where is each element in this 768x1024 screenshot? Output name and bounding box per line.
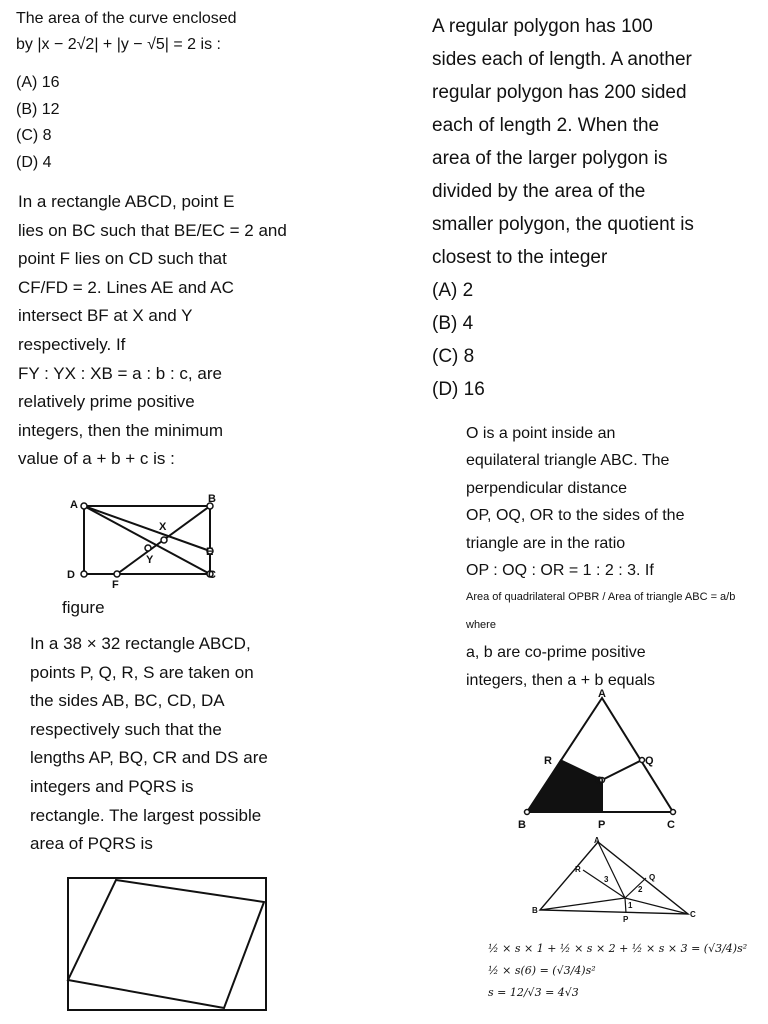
q2-text-line: respectively. If [18,334,126,354]
label-r: R [544,755,552,767]
label-o: O [595,775,604,787]
question-1 [16,6,376,176]
q1-option-c: (C) 8 [16,127,52,144]
label-b: B [518,819,526,830]
label-p: P [598,819,606,830]
q5-text-line: equilateral triangle ABC. The [466,452,670,470]
q3-text-line: integers and PQRS is [30,776,194,796]
question-4 [432,10,762,406]
q4-option-b: (B) 4 [432,313,474,334]
q2-text-line: lies on BC such that BE/EC = 2 and [18,220,287,240]
q1-text-line: by |x − 2√2| + |y − √5| = 2 is : [16,36,221,53]
segment-bo [540,898,625,910]
label-a: A [70,499,78,511]
point-f [114,571,120,577]
q2-text-line: integers, then the minimum [18,420,224,440]
point-a [81,503,87,509]
label-a: A [594,836,600,845]
triangle-figure [516,688,688,830]
rectangle-figure [60,494,230,590]
label-one: 1 [628,901,633,910]
q3-text-line: rectangle. The largest possible [30,805,262,825]
label-d: D [67,569,75,581]
label-p: P [623,915,629,924]
pqrs-figure [66,876,270,1016]
point-d [81,571,87,577]
q3-text-line: lengths AP, BQ, CR and DS are [30,748,268,768]
q3-text-line: points P, Q, R, S are taken on [30,662,254,682]
q4-text-line: closest to the integer [432,247,608,268]
label-a: A [598,688,606,700]
q3-text-line: the sides AB, BC, CD, DA [30,691,225,711]
label-three: 3 [604,875,609,884]
segment-ae [84,506,210,551]
q5-text-line: integers, then a + b equals [466,671,656,689]
label-c: C [667,819,675,830]
q4-option-d: (D) 16 [432,379,485,400]
point-b [525,810,530,815]
label-q: Q [645,755,654,767]
q4-text-line: each of length 2. When the [432,115,660,136]
label-e: E [206,546,214,558]
label-q: Q [649,873,656,882]
q4-text-line: divided by the area of the [432,181,646,202]
segment-oq [625,878,646,898]
point-c [671,810,676,815]
solution-block [488,938,758,1004]
segment-oq [602,760,642,780]
q2-text-line: FY : YX : XB = a : b : c, are [18,363,222,383]
label-b: B [208,494,216,505]
q4-text-line: A regular polygon has 100 [432,16,653,37]
q1-option-b: (B) 12 [16,100,60,118]
inner-rectangle-pqrs [68,880,264,1008]
q1-option-d: (D) 4 [16,153,52,171]
triangle-abc [540,842,688,914]
point-y [145,545,151,551]
solution-line: s = 12/√3 = 4√3 [488,986,579,999]
q4-text-line: sides each of length. A another [432,49,692,70]
q5-text-line: OP : OQ : OR = 1 : 2 : 3. If [466,562,654,580]
label-f: F [112,579,119,590]
figure-caption: figure [62,598,105,617]
q5-text-line: a, b are co-prime positive [466,644,646,662]
label-b: B [532,906,538,915]
q1-text-line: The area of the curve enclosed [16,10,237,27]
point-x [161,537,167,543]
label-c: C [208,569,216,581]
q5-text-line: Area of quadrilateral OPBR / Area of triangle ABC = a/b where [466,591,736,631]
q5-text-line: triangle are in the ratio [466,534,626,552]
label-r: R [575,865,581,874]
label-y: Y [146,554,154,566]
question-2 [18,188,348,474]
point-q [640,758,645,763]
q4-option-a: (A) 2 [432,280,474,301]
q3-text-line: In a 38 × 32 rectangle ABCD, [30,634,251,653]
q1-options [16,70,376,176]
question-3 [30,630,350,859]
q4-text-line: area of the larger polygon is [432,148,668,169]
q3-text-line: respectively such that the [30,719,222,739]
q4-text-line: regular polygon has 200 sided [432,82,687,103]
q2-text-line: relatively prime positive [18,392,195,412]
question-5 [466,420,756,694]
label-x: X [159,521,167,533]
solution-line: ½ × s × 1 + ½ × s × 2 + ½ × s × 3 = (√3/4)s² [488,942,748,955]
segment-op [625,898,626,913]
q2-text-line: value of a + b + c is : [18,449,175,469]
q5-text-line: perpendicular distance [466,479,627,497]
q2-text-line: point F lies on CD such that [18,249,227,269]
q5-text-line: O is a point inside an [466,425,616,442]
q2-text-line: intersect BF at X and Y [18,306,193,326]
solution-triangle-figure [528,836,700,926]
q4-option-c: (C) 8 [432,346,475,367]
q1-option-a: (A) 16 [16,74,60,91]
q3-text-line: area of PQRS is [30,834,153,854]
q2-text-line: In a rectangle ABCD, point E [18,192,235,211]
q4-text-line: smaller polygon, the quotient is [432,214,694,235]
q2-text-line: CF/FD = 2. Lines AE and AC [18,277,234,297]
label-two: 2 [638,885,643,894]
solution-line: ½ × s(6) = (√3/4)s² [488,964,596,977]
q5-text-line: OP, OQ, OR to the sides of the [466,507,685,525]
label-c: C [690,910,696,919]
shaded-quadrilateral-opbr [527,760,602,812]
